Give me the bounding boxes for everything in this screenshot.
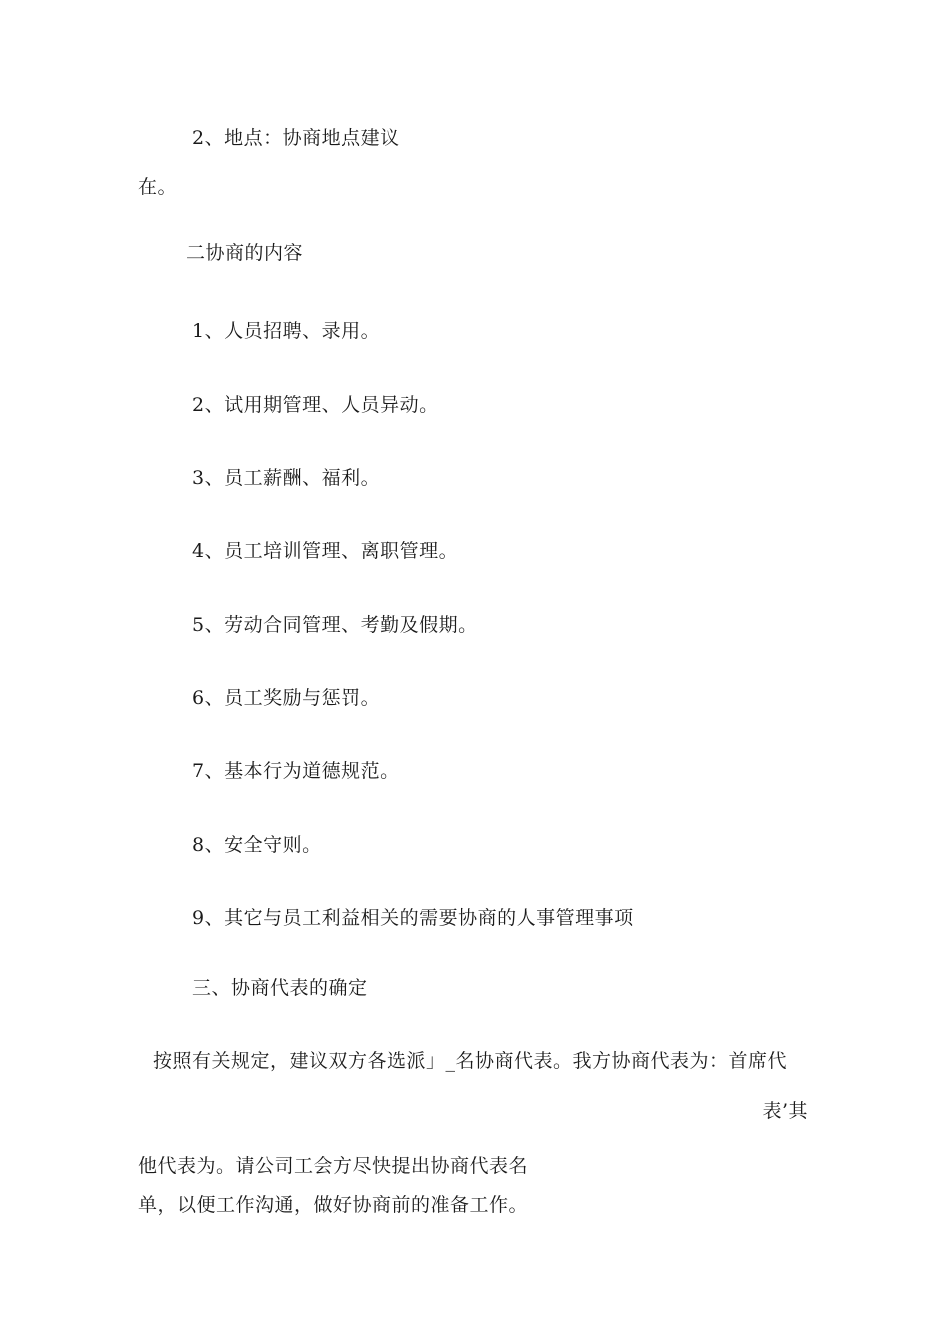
list-item: 4、员工培训管理、离职管理。 [192, 540, 459, 562]
list-item: 7、基本行为道德规范。 [192, 760, 400, 782]
list-item: 5、劳动合同管理、考勤及假期。 [192, 614, 478, 636]
location-heading: 2、地点：协商地点建议 [192, 127, 400, 149]
list-item: 6、员工奖励与惩罚。 [192, 687, 381, 709]
section3-title: 三、协商代表的确定 [192, 977, 368, 999]
section2-title: 二协商的内容 [186, 242, 304, 264]
list-item: 3、员工薪酬、福利。 [192, 467, 381, 489]
location-continuation: 在。 [138, 176, 178, 198]
list-item: 9、其它与员工利益相关的需要协商的人事管理事项 [192, 907, 634, 929]
paragraph-line: 他代表为。请公司工会方尽快提出协商代表名 [138, 1155, 529, 1177]
list-item: 2、试用期管理、人员异动。 [192, 394, 439, 416]
paragraph-line: 表’其 [762, 1100, 808, 1122]
paragraph-line: 按照有关规定，建议双方各选派」_名协商代表。我方协商代表为：首席代 [153, 1050, 788, 1072]
paragraph-line: 单，以便工作沟通，做好协商前的准备工作。 [138, 1194, 529, 1216]
list-item: 8、安全守则。 [192, 834, 322, 856]
list-item: 1、人员招聘、录用。 [192, 320, 381, 342]
